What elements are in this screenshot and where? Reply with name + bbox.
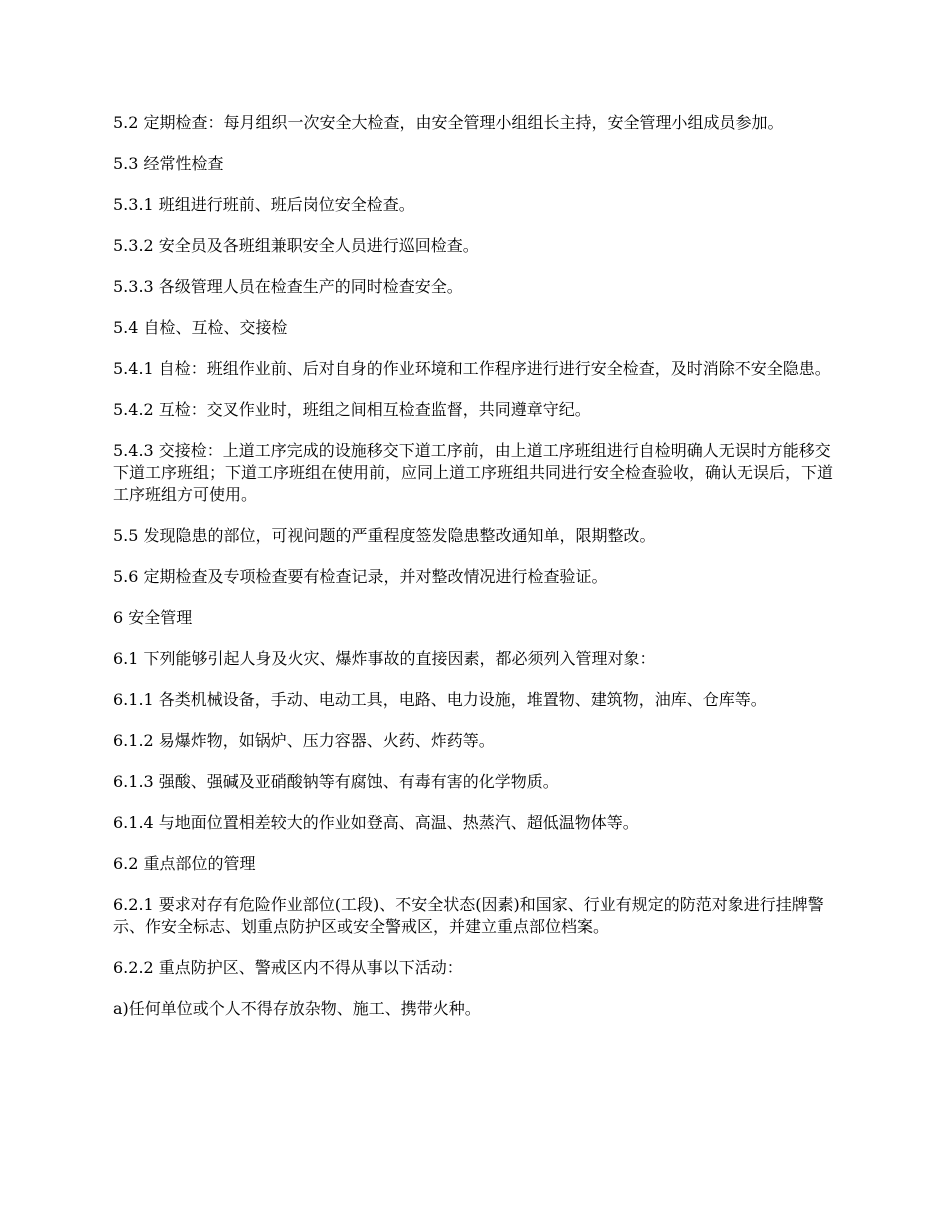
- paragraph-5-4-1: 5.4.1 自检：班组作业前、后对自身的作业环境和工作程序进行进行安全检查，及时消除不安全隐患。: [113, 359, 831, 378]
- heading-5-3: 5.3 经常性检查: [113, 154, 224, 173]
- paragraph-5-2: 5.2 定期检查：每月组织一次安全大检查，由安全管理小组组长主持，安全管理小组成员参加。: [113, 113, 784, 132]
- paragraph-6-1-4: 6.1.4 与地面位置相差较大的作业如登高、高温、热蒸汽、超低温物体等。: [113, 813, 639, 832]
- heading-5-4: 5.4 自检、互检、交接检: [113, 318, 288, 337]
- paragraph-6-1-1: 6.1.1 各类机械设备，手动、电动工具，电路、电力设施，堆置物、建筑物，油库、仓库等。: [113, 690, 767, 709]
- paragraph-5-5: 5.5 发现隐患的部位，可视问题的严重程度签发隐患整改通知单，限期整改。: [113, 526, 656, 545]
- heading-6: 6 安全管理: [113, 608, 193, 627]
- paragraph-5-3-2: 5.3.2 安全员及各班组兼职安全人员进行巡回检查。: [113, 236, 479, 255]
- paragraph-5-3-1: 5.3.1 班组进行班前、班后岗位安全检查。: [113, 195, 415, 214]
- paragraph-6-1-2: 6.1.2 易爆炸物，如锅炉、压力容器、火药、炸药等。: [113, 731, 495, 750]
- paragraph-5-6: 5.6 定期检查及专项检查要有检查记录，并对整改情况进行检查验证。: [113, 567, 608, 586]
- paragraph-5-4-2: 5.4.2 互检：交叉作业时，班组之间相互检查监督，共同遵章守纪。: [113, 400, 591, 419]
- paragraph-6-2-2: 6.2.2 重点防护区、警戒区内不得从事以下活动：: [113, 958, 463, 977]
- paragraph-5-3-3: 5.3.3 各级管理人员在检查生产的同时检查安全。: [113, 277, 463, 296]
- paragraph-6-1-3: 6.1.3 强酸、强碱及亚硝酸钠等有腐蚀、有毒有害的化学物质。: [113, 772, 559, 791]
- paragraph-6-1: 6.1 下列能够引起人身及火灾、爆炸事故的直接因素，都必须列入管理对象：: [113, 649, 656, 668]
- paragraph-6-2-1: 6.2.1 要求对存有危险作业部位(工段)、不安全状态(因素)和国家、行业有规定的防范对象进行挂牌警示、作安全标志、划重点防护区或安全警戒区，并建立重点部位档案。: [113, 895, 824, 936]
- paragraph-5-4-3: 5.4.3 交接检：上道工序完成的设施移交下道工序前，由上道工序班组进行自检明确人无误时方能移交下道工序班组；下道工序班组在使用前，应同上道工序班组共同进行安全检查验收，确认无误后，下道工序班组方可使用。: [113, 441, 834, 504]
- heading-6-2: 6.2 重点部位的管理: [113, 854, 256, 873]
- document-page: [113, 112, 843, 1039]
- list-item-a: a)任何单位或个人不得存放杂物、施工、携带火种。: [113, 999, 481, 1018]
